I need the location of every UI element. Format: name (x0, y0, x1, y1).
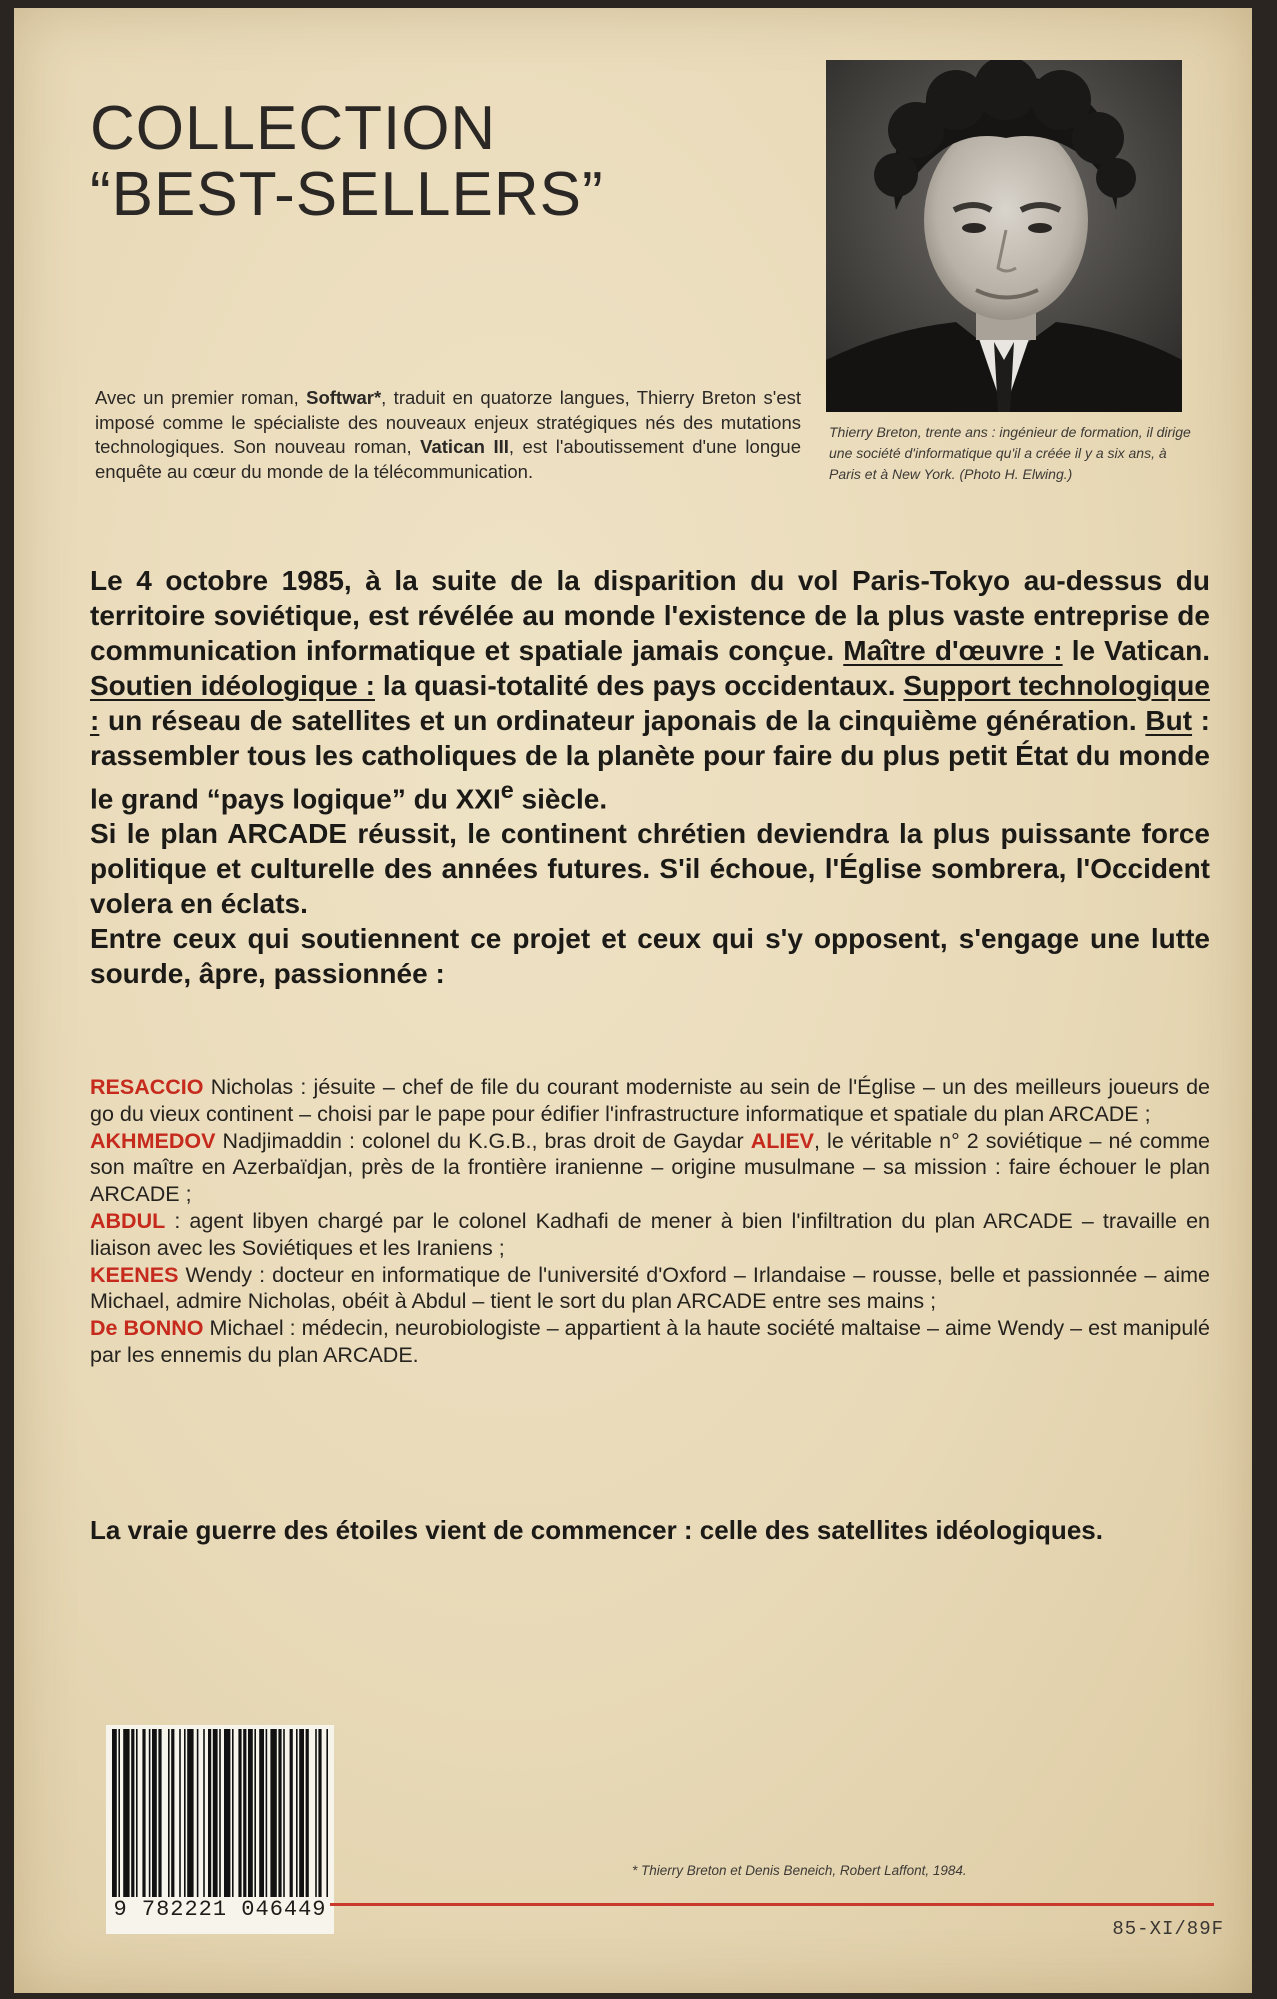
synopsis-paragraph-3: Entre ceux qui soutiennent ce projet et ceux qui s'y opposent, s'engage une lutte sourde, âpre, passionnée : (90, 923, 1210, 990)
barcode-bar (243, 1729, 246, 1897)
isbn-number: 9 782221 046449 (113, 1897, 327, 1922)
synopsis-text: le Vatican. (1062, 635, 1211, 666)
vatican-title: Vatican III (420, 436, 509, 457)
keyword-maitre: Maître d'œuvre : (843, 635, 1063, 666)
character-entry (90, 1262, 1210, 1316)
character-highlight: ALIEV (750, 1128, 815, 1153)
barcode-bars (110, 1729, 330, 1897)
author-photo (826, 60, 1182, 412)
character-surname: ABDUL (90, 1208, 166, 1233)
synopsis (90, 563, 1210, 991)
synopsis-text: la quasi-totalité des pays occidentaux. (374, 670, 904, 701)
conclusion: La vraie guerre des étoiles vient de commencer : celle des satellites idéologiques. (90, 1515, 1103, 1545)
barcode-bar (158, 1729, 161, 1897)
barcode-bar (306, 1729, 309, 1897)
character-surname: De BONNO (90, 1316, 204, 1341)
character-entry (90, 1315, 1210, 1369)
photo-caption: Thierry Breton, trente ans : ingénieur de formation, il dirige une société d'informatique qu'il a créée il y a six ans, à Paris et à New York. (Photo H. Elwing.) (829, 424, 1191, 482)
synopsis-text: un réseau de satellites et un ordinateur japonais de la cinquième génération. (99, 705, 1146, 736)
price-code: 85-XI/89F (1112, 1918, 1224, 1940)
synopsis-text: : rassembler tous les catholiques de la planète pour faire du plus petit État du monde le grand “pays logique” du XXI (90, 705, 1211, 815)
intro-text-1: Avec un premier roman, (95, 387, 307, 408)
synopsis-paragraph-1 (90, 563, 1210, 816)
character-surname: RESACCIO (90, 1075, 204, 1099)
barcode-bar (213, 1729, 218, 1897)
character-description: Nicholas : jésuite – chef de file du courant moderniste au sein de l'Église – un des meilleurs joueurs de go du vieux continent – choisi par le pape pour édifier l'infrastructure informatique et spatiale du plan ARCADE ; (90, 1075, 1210, 1126)
barcode-bar (168, 1729, 170, 1897)
barcode-bar (118, 1729, 120, 1897)
barcode-bar (232, 1729, 234, 1897)
barcode-bar (248, 1729, 253, 1897)
barcode-bar (131, 1729, 134, 1897)
keyword-but: But (1145, 705, 1193, 736)
barcode-bar (315, 1729, 317, 1897)
author-intro (95, 386, 801, 484)
character-entry (90, 1074, 1210, 1128)
barcode-bar (326, 1729, 328, 1897)
barcode-bar (290, 1729, 293, 1897)
red-divider (330, 1903, 1214, 1906)
barcode-bar (208, 1729, 211, 1897)
synopsis-text: Le 4 octobre 1985, à la suite de la disparition du vol Paris-Tokyo au-dessus du territoire soviétique, est révélée au monde l'existence de la plus vaste entreprise de communication informatique et spatiale jamais conçue. (90, 565, 1210, 666)
book-back-cover (14, 8, 1252, 1993)
barcode-bar (136, 1729, 138, 1897)
synopsis-paragraph-2: Si le plan ARCADE réussit, le continent chrétien deviendra la plus puissante force politique et culturelle des années futures. S'il échoue, l'Église sombrera, l'Occident volera en éclats. (90, 818, 1210, 920)
footnote: * Thierry Breton et Denis Beneich, Robert Laffont, 1984. (632, 1863, 967, 1878)
character-entry (90, 1208, 1210, 1262)
barcode-bar (123, 1729, 129, 1897)
character-description: , le véritable n° 2 soviétique – né comme son maître en Azerbaïdjan, près de la frontière iranienne – origine musulmane – sa mission : faire échouer le plan ARCADE ; (90, 1128, 1210, 1207)
century-superscript: e (500, 777, 514, 803)
barcode-bar (254, 1729, 256, 1897)
keyword-support: Support technologique : (90, 670, 1210, 736)
intro-text-3: , est l'aboutissement d'une longue enquête au cœur du monde de la télécommunication. (95, 436, 801, 482)
barcode-bar (318, 1729, 321, 1897)
barcode-bar (152, 1729, 157, 1897)
softwar-title: Softwar (306, 387, 374, 408)
character-description: : agent libyen chargé par le colonel Kadhafi de mener à bien l'infiltration du plan ARCADE – travaille en liaison avec les Soviétiques et les Iraniens ; (90, 1208, 1210, 1260)
barcode-bar (149, 1729, 151, 1897)
barcode-bar (266, 1729, 268, 1897)
keyword-soutien: Soutien idéologique : (90, 670, 375, 701)
character-list (90, 1074, 1210, 1369)
collection-title-line1: COLLECTION (90, 94, 497, 163)
barcode-bar (238, 1729, 241, 1897)
character-description: Wendy : docteur en informatique de l'université d'Oxford – Irlandaise – rousse, belle et passionnée – aime Michael, admire Nicholas, obéit à Abdul – tient le sort du plan ARCADE entre ses mains ; (90, 1262, 1210, 1314)
barcode-bar (171, 1729, 174, 1897)
barcode-bar (299, 1729, 304, 1897)
footnote-mark: * (373, 387, 382, 408)
barcode-bar (219, 1729, 221, 1897)
intro-text-2: , traduit en quatorze langues, Thierry Breton s'est imposé comme le spécialiste des nouveaux enjeux stratégiques nés des mutations technologiques. Son nouveau roman, (95, 387, 801, 457)
barcode (106, 1725, 334, 1934)
character-entry (90, 1128, 1210, 1208)
barcode-bar (224, 1729, 230, 1897)
collection-title-line2: “BEST-SELLERS” (90, 160, 604, 229)
collection-title (90, 96, 790, 228)
barcode-bar (278, 1729, 281, 1897)
character-surname: KEENES (90, 1262, 179, 1287)
synopsis-text: siècle. (513, 783, 608, 815)
barcode-bar (259, 1729, 264, 1897)
character-description: Michael : médecin, neurobiologiste – appartient à la haute société maltaise – aime Wendy – est manipulé par les ennemis du plan ARCADE. (90, 1316, 1211, 1367)
character-description: Nadjimaddin : colonel du K.G.B., bras droit de Gaydar (215, 1128, 751, 1153)
barcode-bar (197, 1729, 199, 1897)
barcode-bar (203, 1729, 205, 1897)
barcode-bar (296, 1729, 298, 1897)
barcode-bar (187, 1729, 193, 1897)
character-surname: AKHMEDOV (90, 1128, 216, 1153)
barcode-bar (184, 1729, 186, 1897)
barcode-bar (270, 1729, 276, 1897)
barcode-bar (142, 1729, 145, 1897)
barcode-bar (112, 1729, 117, 1897)
barcode-bar (179, 1729, 181, 1897)
barcode-bar (283, 1729, 285, 1897)
